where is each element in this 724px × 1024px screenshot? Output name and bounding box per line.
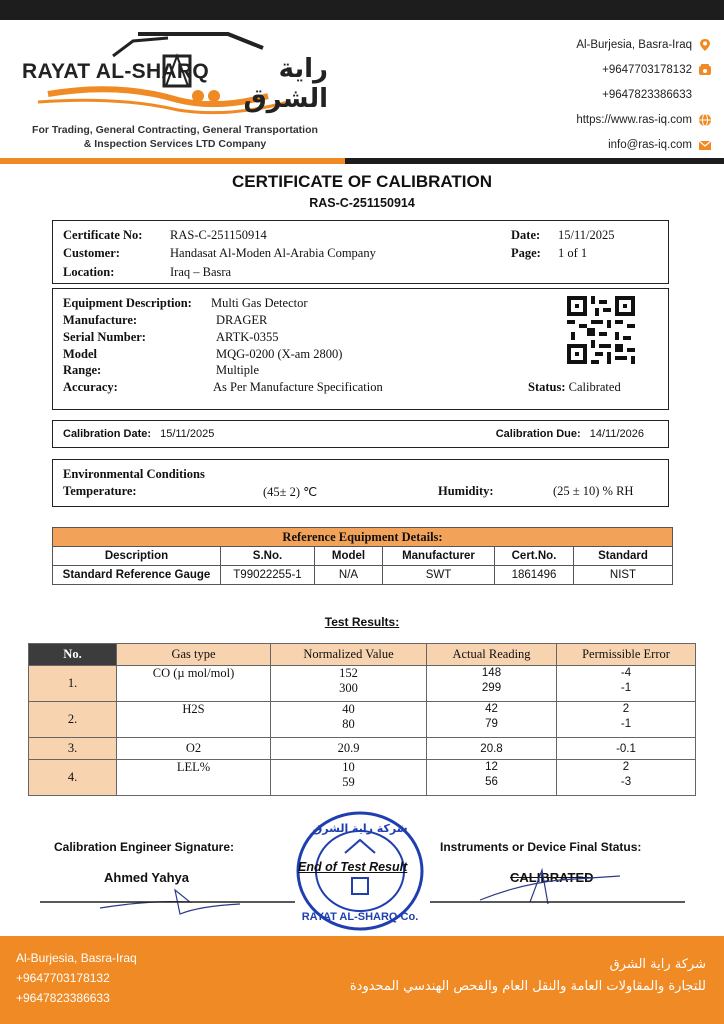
- header-contact: [576, 32, 712, 157]
- ref-col-manufacturer: Manufacturer: [383, 547, 495, 566]
- footer-ar-line-2: للتجارة والمقاولات العامة والنقل العام والفحص الهندسي المحدودة: [349, 979, 706, 994]
- manufacture-value: DRAGER: [216, 313, 268, 327]
- location-value: Iraq – Basra: [170, 265, 232, 279]
- error-value: -4: [620, 667, 632, 679]
- row-number: 1.: [29, 666, 117, 702]
- contact-email[interactable]: [576, 132, 712, 157]
- humidity-value: (25 ± 10) % RH: [553, 484, 634, 498]
- ref-col-standard: Standard: [574, 547, 673, 566]
- status-signature-icon: [430, 860, 690, 914]
- accuracy-label: Accuracy:: [63, 380, 118, 394]
- actual-value: 79: [485, 718, 498, 730]
- calibration-dates-box: [52, 420, 669, 448]
- footer: [0, 936, 724, 1024]
- final-status-label: Instruments or Device Final Status:: [440, 840, 642, 854]
- equipment-box: [52, 288, 669, 410]
- table-row: [53, 566, 673, 585]
- serial-value: ARTK-0355: [216, 330, 279, 344]
- svg-text:شركة راية الشرق: شركة راية الشرق: [312, 822, 408, 835]
- header-divider-black: [345, 158, 724, 164]
- engineer-name: Ahmed Yahya: [104, 870, 190, 885]
- error-cell: [557, 666, 696, 702]
- table-row: [29, 702, 696, 738]
- range-label: Range:: [63, 363, 102, 377]
- res-col-no: No.: [29, 644, 117, 666]
- contact-address: [576, 32, 712, 57]
- date-label: Date:: [511, 228, 541, 242]
- footer-address: Al-Burjesia, Basra-Iraq: [16, 951, 137, 965]
- normalized-cell: [271, 702, 427, 738]
- ref-model: N/A: [315, 566, 383, 585]
- ref-col-model: Model: [315, 547, 383, 566]
- reference-header-row: [53, 547, 673, 566]
- company-logo: [18, 26, 328, 116]
- serial-label: Serial Number:: [63, 330, 146, 344]
- contact-phone-1[interactable]: [576, 57, 712, 82]
- error-value: -0.1: [557, 738, 696, 760]
- gas-type: CO (µ mol/mol): [117, 666, 271, 702]
- ref-manufacturer: SWT: [383, 566, 495, 585]
- table-row: [29, 666, 696, 702]
- normalized-value: 80: [342, 717, 355, 731]
- table-row: [29, 760, 696, 796]
- actual-value: 299: [481, 682, 502, 694]
- actual-cell: [427, 702, 557, 738]
- normalized-cell: [271, 666, 427, 702]
- contact-phone-1-text: +9647703178132: [602, 63, 692, 76]
- stamp-text: End of Test Result: [298, 860, 408, 874]
- certificate-title: CERTIFICATE OF CALIBRATION: [231, 172, 492, 191]
- logo-text-en: RAYAT AL-SHARQ: [22, 60, 209, 83]
- reference-heading-row: [53, 528, 673, 547]
- footer-contact: [16, 948, 137, 1008]
- table-row: [29, 738, 696, 760]
- engineer-signature-icon: [40, 880, 300, 920]
- normalized-value: 20.9: [271, 738, 427, 760]
- status-field: [528, 380, 621, 395]
- final-status-value: CALIBRATED: [510, 870, 594, 885]
- status-value: Calibrated: [568, 380, 621, 394]
- temperature-label: Temperature:: [63, 484, 137, 498]
- test-results-table: [28, 643, 696, 796]
- error-value: 2: [622, 761, 630, 773]
- environment-box: [52, 459, 669, 507]
- row-number: 3.: [29, 738, 117, 760]
- error-value: 2: [622, 703, 630, 715]
- footer-company-ar: [350, 954, 706, 998]
- calibration-date-field: [63, 428, 214, 440]
- phone-icon-blank: [698, 88, 712, 102]
- contact-address-text: Al-Burjesia, Basra-Iraq: [576, 38, 692, 51]
- actual-value: 56: [485, 776, 498, 788]
- temperature-value: (45± 2) ℃: [263, 485, 318, 499]
- model-label: Model: [63, 347, 98, 361]
- location-label: Location:: [63, 265, 115, 279]
- accuracy-value: As Per Manufacture Specification: [213, 380, 383, 394]
- qr-code-icon[interactable]: [567, 296, 635, 364]
- calibration-due-label: Calibration Due:: [495, 428, 581, 440]
- phone-icon: [698, 63, 712, 77]
- calibration-date-value: 15/11/2025: [160, 428, 215, 440]
- location-pin-icon: [698, 38, 712, 52]
- certificate-info-box: [52, 220, 669, 284]
- tagline-line-1: For Trading, General Contracting, General Transportation: [32, 124, 318, 136]
- row-number: 4.: [29, 760, 117, 796]
- customer-value: Handasat Al-Moden Al-Arabia Company: [170, 246, 376, 260]
- normalized-value: 40: [342, 702, 355, 716]
- res-col-error: Permissible Error: [557, 644, 696, 666]
- ref-col-certno: Cert.No.: [495, 547, 574, 566]
- logo-text-ar: راية الشرق: [243, 54, 328, 114]
- normalized-cell: [271, 760, 427, 796]
- certificate-number-heading: RAS-C-251150914: [309, 196, 415, 210]
- ref-standard: NIST: [574, 566, 673, 585]
- actual-cell: [427, 760, 557, 796]
- range-value: Multiple: [216, 363, 260, 377]
- ref-certno: 1861496: [495, 566, 574, 585]
- res-col-gas: Gas type: [117, 644, 271, 666]
- model-value: MQG-0200 (X-am 2800): [216, 347, 343, 361]
- gas-type: O2: [117, 738, 271, 760]
- company-tagline: [10, 123, 340, 151]
- error-value: -1: [620, 682, 632, 694]
- equipment-description-value: Multi Gas Detector: [211, 296, 308, 310]
- contact-email-text: info@ras-iq.com: [608, 138, 692, 151]
- footer-phone-1[interactable]: +9647703178132: [16, 971, 110, 985]
- gas-type: H2S: [117, 702, 271, 738]
- error-value: -1: [620, 718, 632, 730]
- res-col-normalized: Normalized Value: [271, 644, 427, 666]
- contact-phone-2[interactable]: [576, 82, 712, 107]
- actual-cell: [427, 666, 557, 702]
- normalized-value: 152: [339, 666, 358, 680]
- error-cell: [557, 760, 696, 796]
- gas-type: LEL%: [117, 760, 271, 796]
- cert-no-label: Certificate No:: [63, 228, 143, 242]
- calibration-date-label: Calibration Date:: [63, 428, 152, 440]
- calibration-due-value: 14/11/2026: [589, 428, 644, 440]
- humidity-label: Humidity:: [438, 484, 494, 498]
- tagline-line-2: & Inspection Services LTD Company: [83, 138, 267, 150]
- footer-phone-2[interactable]: +9647823386633: [16, 991, 110, 1005]
- header-divider-orange: [0, 158, 345, 164]
- ref-col-description: Description: [53, 547, 221, 566]
- calibration-due-field: [496, 428, 644, 440]
- normalized-value: 300: [339, 681, 358, 695]
- ref-description: Standard Reference Gauge: [53, 566, 221, 585]
- contact-website-text: https://www.ras-iq.com: [576, 113, 692, 126]
- equipment-description-label: Equipment Description:: [63, 296, 192, 310]
- ref-col-sno: S.No.: [221, 547, 315, 566]
- page-label: Page:: [511, 246, 541, 260]
- date-value: 15/11/2025: [558, 228, 615, 242]
- engineer-signature-label: Calibration Engineer Signature:: [54, 840, 235, 854]
- error-cell: [557, 702, 696, 738]
- envelope-icon: [698, 138, 712, 152]
- customer-label: Customer:: [63, 246, 120, 260]
- error-value: -3: [620, 776, 632, 788]
- actual-value: 148: [481, 667, 502, 679]
- status-label: Status:: [528, 380, 566, 394]
- reference-heading: Reference Equipment Details:: [53, 528, 673, 547]
- actual-value: 12: [485, 761, 498, 773]
- res-col-actual: Actual Reading: [427, 644, 557, 666]
- contact-phone-2-text: +9647823386633: [602, 88, 692, 101]
- reference-equipment-table: [52, 527, 673, 585]
- normalized-value: 10: [342, 760, 355, 774]
- page-value: 1 of 1: [558, 246, 588, 260]
- actual-value: 20.8: [427, 738, 557, 760]
- top-bar: [0, 0, 724, 20]
- normalized-value: 59: [342, 775, 355, 789]
- globe-icon: [698, 113, 712, 127]
- svg-text:RAYAT AL-SHARQ Co.: RAYAT AL-SHARQ Co.: [301, 911, 419, 923]
- actual-value: 42: [485, 703, 498, 715]
- environment-heading: Environmental Conditions: [63, 467, 205, 481]
- cert-no-value: RAS-C-251150914: [170, 228, 267, 242]
- ref-sno: T99022255-1: [221, 566, 315, 585]
- contact-website[interactable]: [576, 107, 712, 132]
- manufacture-label: Manufacture:: [63, 313, 138, 327]
- results-header-row: [29, 644, 696, 666]
- test-results-heading: Test Results:: [324, 615, 400, 629]
- row-number: 2.: [29, 702, 117, 738]
- footer-ar-line-1: شركة راية الشرق: [609, 957, 706, 972]
